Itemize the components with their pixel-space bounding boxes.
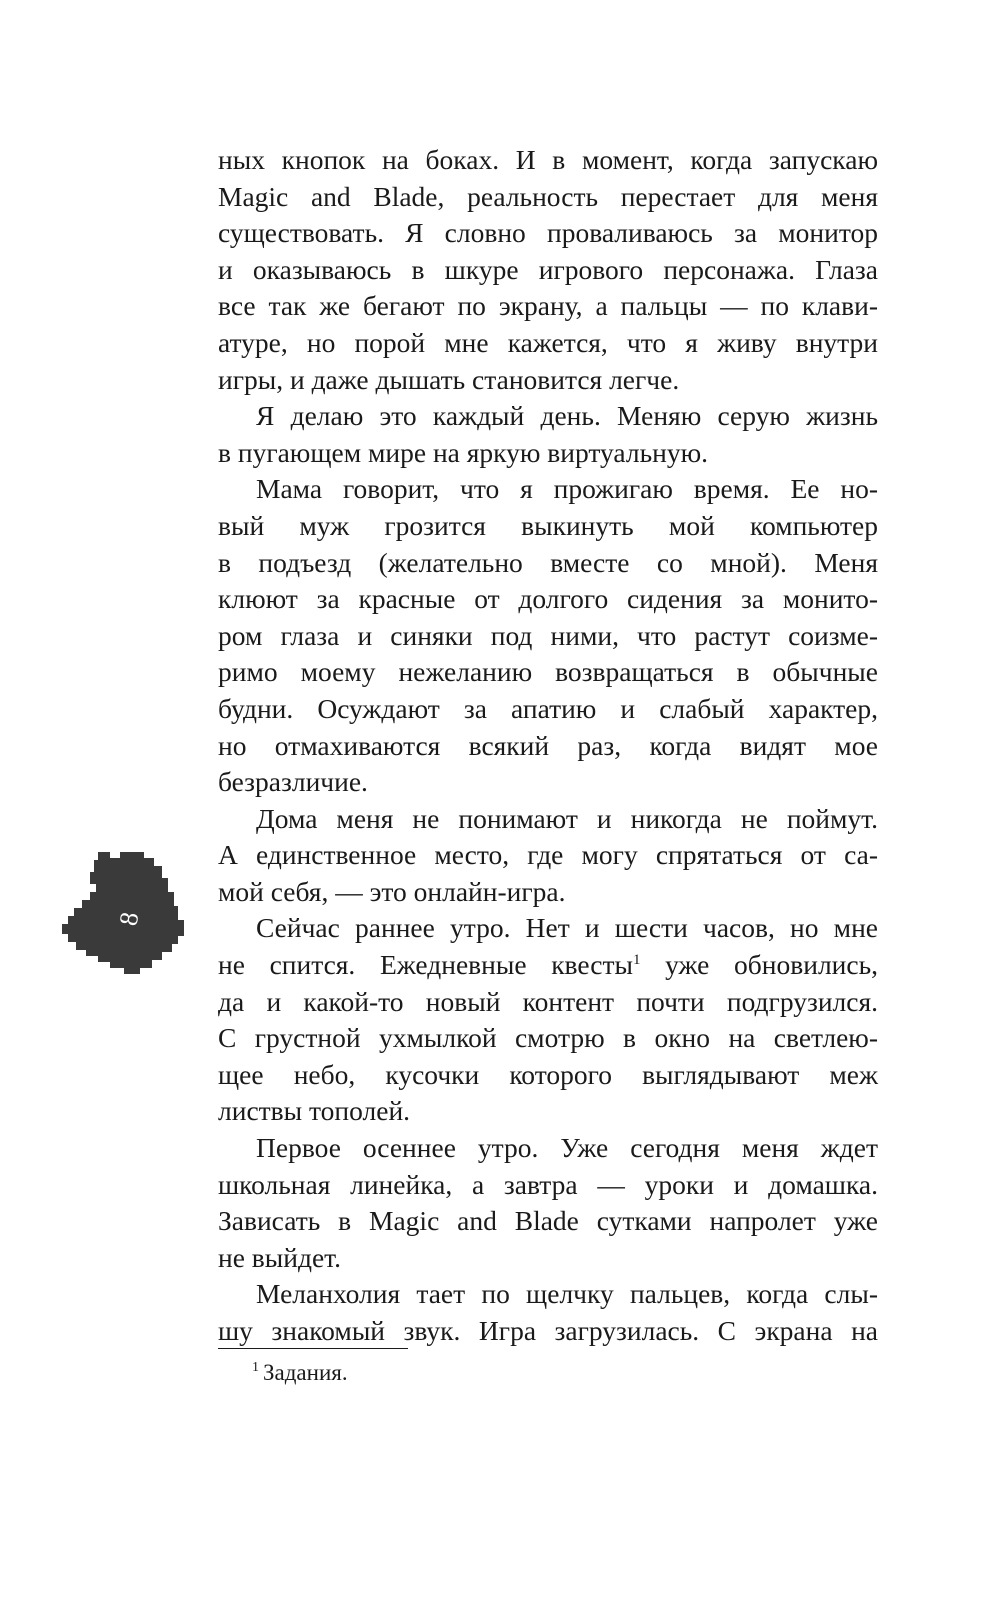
text-line: Первое осеннее утро. Уже сегодня меня ждет — [256, 1132, 878, 1164]
footnote — [252, 1358, 348, 1388]
text-line: да и какой-то новый контент почти подгрузился. — [218, 985, 878, 1017]
text-line: римо моему нежеланию возвращаться в обычные — [218, 656, 878, 688]
paragraph-1 — [218, 142, 878, 398]
text-line: безразличие. — [218, 766, 368, 798]
text-line: Я делаю это каждый день. Меняю серую жизнь — [256, 400, 878, 432]
text-line: А единственное место, где могу спрятаться от са- — [218, 839, 878, 871]
text-line-with-footnote — [218, 947, 878, 984]
text-line: вый муж грозится выкинуть мой компьютер — [218, 509, 878, 541]
footnote-divider — [218, 1348, 408, 1349]
text-line: атуре, но порой мне кажется, что я живу внутри — [218, 326, 878, 358]
text-line: мой себя, — это онлайн-игра. — [218, 875, 566, 907]
text-line: в подъезд (желательно вместе со мной). Меня — [218, 546, 878, 578]
text-line: ных кнопок на боках. И в момент, когда запускаю — [218, 144, 878, 175]
text-line: Мама говорит, что я прожигаю время. Ее но- — [256, 473, 878, 505]
text-line: школьная линейка, а завтра — уроки и домашка. — [218, 1168, 878, 1200]
paragraph-4 — [218, 801, 878, 911]
pixel-heart-icon — [58, 848, 188, 978]
text-line: игры, и даже дышать становится легче. — [218, 363, 680, 395]
text-line: в пугающем мире на яркую виртуальную. — [218, 436, 709, 468]
text-line: не выйдет. — [218, 1241, 341, 1273]
paragraph-7 — [218, 1276, 878, 1349]
paragraph-5 — [218, 910, 878, 1130]
paragraph-6 — [218, 1130, 878, 1276]
text-line: клюют за красные от долгого сидения за монито- — [218, 583, 878, 615]
text-line: ром глаза и синяки под ними, что растут соизме- — [218, 619, 878, 651]
text-line: Меланхолия тает по щелчку пальцев, когда слы- — [256, 1278, 878, 1310]
text-line: будни. Осуждают за апатию и слабый характер, — [218, 692, 878, 724]
text-line: но отмахиваются всякий раз, когда видят мое — [218, 729, 878, 761]
text-line: листвы тополей. — [218, 1095, 411, 1127]
text-line: С грустной ухмылкой смотрю в окно на светлею- — [218, 1022, 878, 1054]
body-text — [218, 142, 878, 1350]
footnote-reference[interactable]: 1 — [632, 951, 641, 968]
text-line: щее небо, кусочки которого выглядывают меж — [218, 1058, 878, 1090]
page-number: 8 — [113, 909, 144, 928]
pixel-heart-shape — [62, 852, 184, 974]
footnote-text: Задания. — [263, 1360, 348, 1385]
text-fragment: уже обновились, — [640, 949, 879, 981]
paragraph-3 — [218, 471, 878, 800]
text-line: Сейчас раннее утро. Нет и шести часов, но мне — [256, 912, 878, 944]
text-line: Зависать в Magic and Blade сутками напролет уже — [218, 1205, 878, 1237]
page-number-badge — [58, 848, 188, 978]
paragraph-2 — [218, 398, 878, 471]
text-line: все так же бегают по экрану, а пальцы — по клави- — [218, 290, 878, 322]
text-fragment: не спится. Ежедневные квесты — [218, 949, 633, 981]
text-line: Magic and Blade, реальность перестает для меня — [218, 180, 878, 212]
footnote-marker: 1 — [252, 1360, 259, 1376]
text-line: Дома меня не понимают и никогда не поймут. — [256, 802, 878, 834]
text-line: шу знакомый звук. Игра загрузилась. С экрана на — [218, 1315, 878, 1346]
text-line: существовать. Я словно проваливаюсь за монитор — [218, 217, 878, 249]
text-line: и оказываюсь в шкуре игрового персонажа. Глаза — [218, 253, 878, 285]
